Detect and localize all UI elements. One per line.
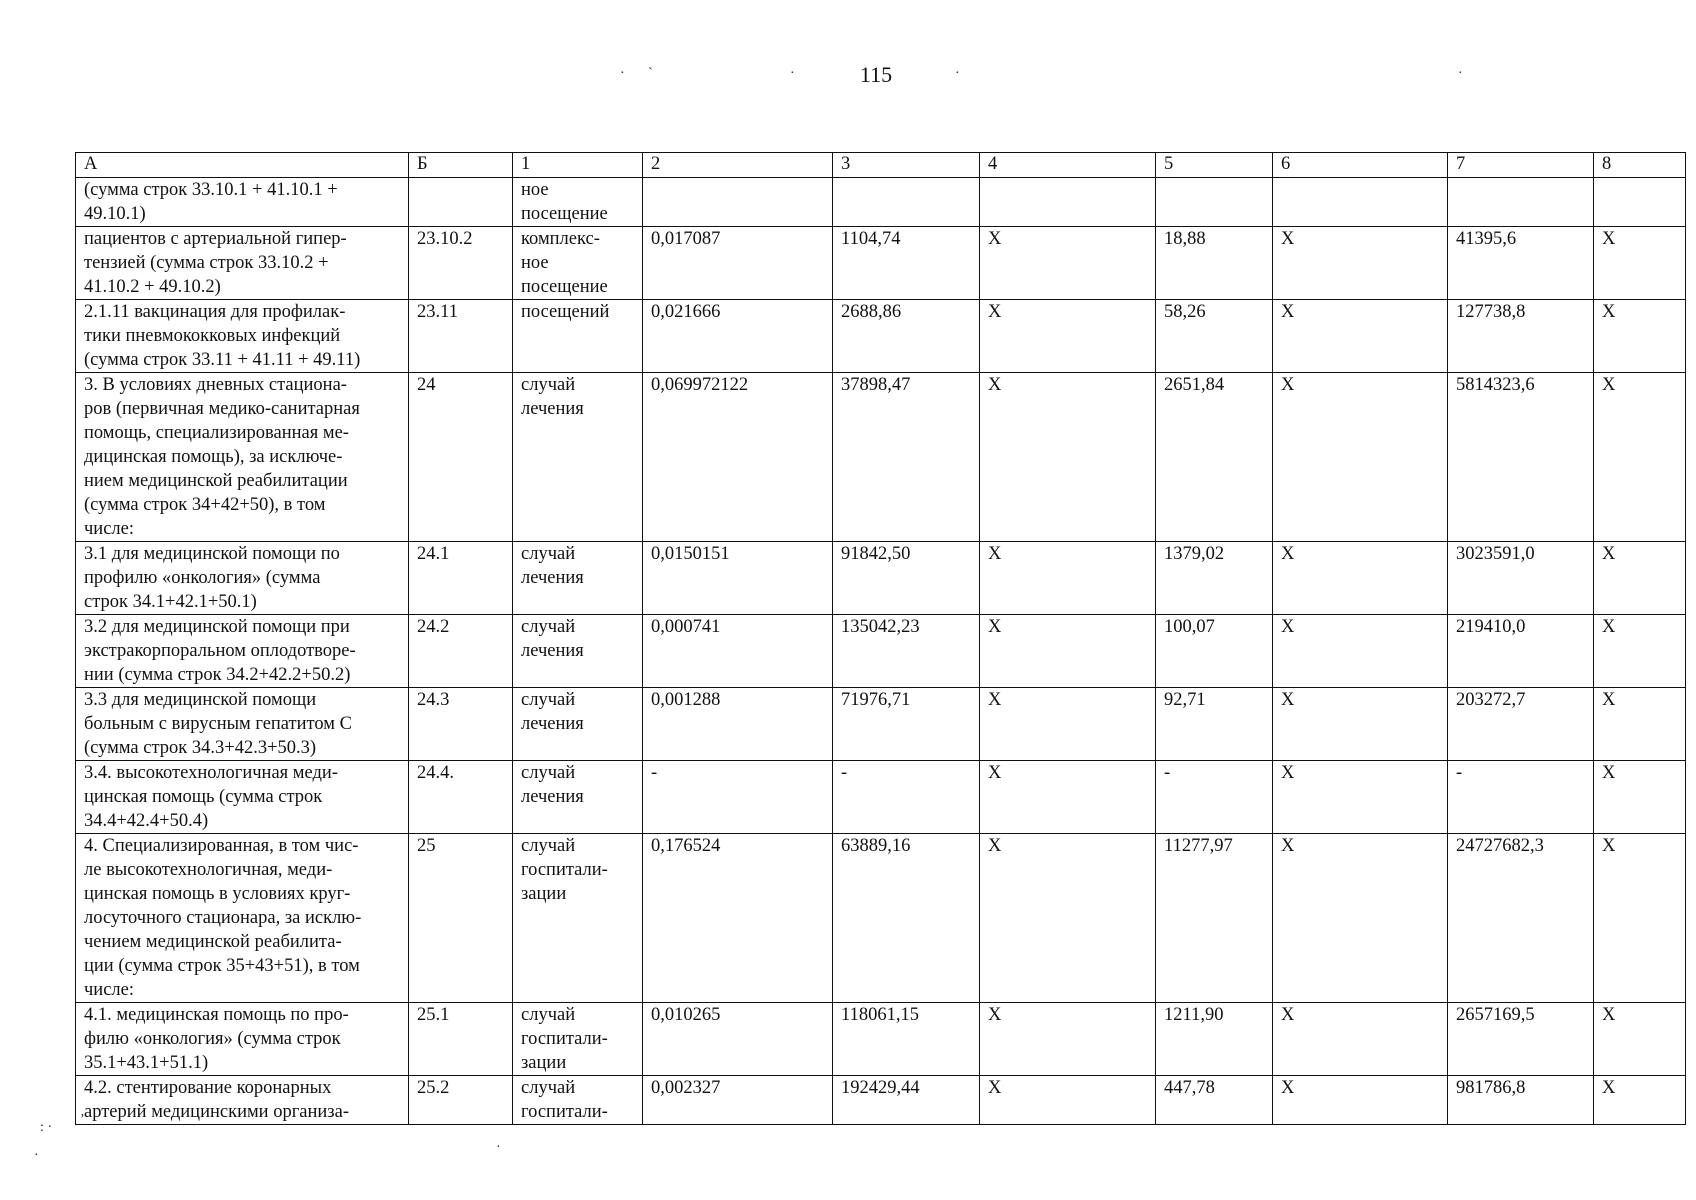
norm-cell: 0,021666 xyxy=(643,300,833,373)
col4-cell: Х xyxy=(980,300,1156,373)
header-cell-5: 5 xyxy=(1156,153,1273,178)
scan-speck: · xyxy=(955,66,960,81)
cost-cell: 192429,44 xyxy=(833,1076,980,1125)
col7-cell: 219410,0 xyxy=(1448,615,1594,688)
unit-cell: случай лечения xyxy=(513,373,643,542)
row-code-cell: 24.3 xyxy=(409,688,513,761)
row-label-cell: 3. В условиях дневных стациона- ров (первичная медико-санитарная помощь, специализированная ме- дицинская помощь), за исключе- нием медицинской реабилитации (сумма строк 34+42+50), в том числе: xyxy=(76,373,409,542)
scan-speck: · xyxy=(34,1148,39,1163)
col7-cell: 5814323,6 xyxy=(1448,373,1594,542)
col4-cell: Х xyxy=(980,688,1156,761)
row-code-cell: 24.4. xyxy=(409,761,513,834)
cost-cell: 118061,15 xyxy=(833,1003,980,1076)
header-cell-1: 1 xyxy=(513,153,643,178)
header-cell-8: 8 xyxy=(1594,153,1686,178)
row-code-cell: 25.2 xyxy=(409,1076,513,1125)
col4-cell: Х xyxy=(980,834,1156,1003)
row-label-cell: 3.4. высокотехнологичная меди- цинская помощь (сумма строк 34.4+42.4+50.4) xyxy=(76,761,409,834)
row-code-cell: 25 xyxy=(409,834,513,1003)
cost-cell: 63889,16 xyxy=(833,834,980,1003)
row-code-cell: 25.1 xyxy=(409,1003,513,1076)
header-cell-3: 3 xyxy=(833,153,980,178)
row-label-cell: 4. Специализированная, в том чис- ле высокотехнологичная, меди- цинская помощь в условиях круг- лосуточного стационара, за исклю- чением медицинской реабилита- ции (сумма строк 35+43+51), в том числе: xyxy=(76,834,409,1003)
col5-cell: 100,07 xyxy=(1156,615,1273,688)
col4-cell: Х xyxy=(980,1003,1156,1076)
col8-cell: Х xyxy=(1594,1076,1686,1125)
table-row xyxy=(76,615,1686,688)
col8-cell: Х xyxy=(1594,1003,1686,1076)
col8-cell: Х xyxy=(1594,761,1686,834)
col8-cell: Х xyxy=(1594,688,1686,761)
norm-cell: 0,176524 xyxy=(643,834,833,1003)
row-label-cell: 4.2. стентирование коронарных артерий медицинскими организа- xyxy=(76,1076,409,1125)
unit-cell: случай лечения xyxy=(513,688,643,761)
col7-cell: - xyxy=(1448,761,1594,834)
col6-cell: Х xyxy=(1273,300,1448,373)
unit-cell: случай лечения xyxy=(513,761,643,834)
table-row xyxy=(76,227,1686,300)
norm-cell xyxy=(643,178,833,227)
unit-cell: ное посещение xyxy=(513,178,643,227)
scan-speck: ʼ xyxy=(80,1112,85,1127)
cost-cell: 2688,86 xyxy=(833,300,980,373)
page-number: 115 xyxy=(859,62,893,87)
col6-cell: Х xyxy=(1273,1003,1448,1076)
header-cell-2: 2 xyxy=(643,153,833,178)
col5-cell xyxy=(1156,178,1273,227)
table-row xyxy=(76,542,1686,615)
col8-cell: Х xyxy=(1594,834,1686,1003)
unit-cell: случай госпитали- зации xyxy=(513,1003,643,1076)
row-label-cell: 4.1. медицинская помощь по про- филю «онкология» (сумма строк 35.1+43.1+51.1) xyxy=(76,1003,409,1076)
cost-cell: 1104,74 xyxy=(833,227,980,300)
col5-cell: 92,71 xyxy=(1156,688,1273,761)
col6-cell: Х xyxy=(1273,227,1448,300)
col7-cell: 127738,8 xyxy=(1448,300,1594,373)
row-code-cell xyxy=(409,178,513,227)
cost-cell: - xyxy=(833,761,980,834)
norm-cell: 0,002327 xyxy=(643,1076,833,1125)
col5-cell: 18,88 xyxy=(1156,227,1273,300)
unit-cell: случай госпитали- зации xyxy=(513,834,643,1003)
header-cell-b: Б xyxy=(409,153,513,178)
col5-cell: 1211,90 xyxy=(1156,1003,1273,1076)
row-code-cell: 24 xyxy=(409,373,513,542)
row-code-cell: 24.1 xyxy=(409,542,513,615)
table-row xyxy=(76,373,1686,542)
table-row xyxy=(76,1003,1686,1076)
scan-speck: · xyxy=(1458,66,1463,81)
row-label-cell: пациентов с артериальной гипер- тензией (сумма строк 33.10.2 + 41.10.2 + 49.10.2) xyxy=(76,227,409,300)
row-code-cell: 24.2 xyxy=(409,615,513,688)
col4-cell: Х xyxy=(980,227,1156,300)
col7-cell xyxy=(1448,178,1594,227)
header-cell-7: 7 xyxy=(1448,153,1594,178)
col6-cell: Х xyxy=(1273,834,1448,1003)
col6-cell: Х xyxy=(1273,373,1448,542)
norm-cell: - xyxy=(643,761,833,834)
norm-cell: 0,000741 xyxy=(643,615,833,688)
table-row xyxy=(76,761,1686,834)
cost-cell: 135042,23 xyxy=(833,615,980,688)
col4-cell: Х xyxy=(980,542,1156,615)
norm-cell: 0,0150151 xyxy=(643,542,833,615)
col4-cell: Х xyxy=(980,615,1156,688)
col6-cell: Х xyxy=(1273,615,1448,688)
col8-cell: Х xyxy=(1594,542,1686,615)
col7-cell: 41395,6 xyxy=(1448,227,1594,300)
unit-cell: случай госпитали- xyxy=(513,1076,643,1125)
header-cell-a: А xyxy=(76,153,409,178)
col7-cell: 24727682,3 xyxy=(1448,834,1594,1003)
col5-cell: 11277,97 xyxy=(1156,834,1273,1003)
row-label-cell: 3.2 для медицинской помощи при экстракорпоральном оплодотворе- нии (сумма строк 34.2+42.2+50.2) xyxy=(76,615,409,688)
col4-cell: Х xyxy=(980,761,1156,834)
col7-cell: 2657169,5 xyxy=(1448,1003,1594,1076)
col8-cell xyxy=(1594,178,1686,227)
norm-cell: 0,017087 xyxy=(643,227,833,300)
norm-cell: 0,010265 xyxy=(643,1003,833,1076)
col7-cell: 203272,7 xyxy=(1448,688,1594,761)
col8-cell: Х xyxy=(1594,615,1686,688)
row-label-cell: 3.1 для медицинской помощи по профилю «онкология» (сумма строк 34.1+42.1+50.1) xyxy=(76,542,409,615)
row-label-cell: 2.1.11 вакцинация для профилак- тики пневмококковых инфекций (сумма строк 33.11 + 41.11 + 49.11) xyxy=(76,300,409,373)
col5-cell: - xyxy=(1156,761,1273,834)
col4-cell: Х xyxy=(980,1076,1156,1125)
col6-cell xyxy=(1273,178,1448,227)
col4-cell xyxy=(980,178,1156,227)
col6-cell: Х xyxy=(1273,688,1448,761)
unit-cell: случай лечения xyxy=(513,542,643,615)
col8-cell: Х xyxy=(1594,300,1686,373)
scan-speck: : · xyxy=(40,1120,53,1135)
col4-cell: Х xyxy=(980,373,1156,542)
norm-cell: 0,001288 xyxy=(643,688,833,761)
scan-speck: ` xyxy=(648,66,653,81)
table-row xyxy=(76,834,1686,1003)
cost-cell: 37898,47 xyxy=(833,373,980,542)
header-cell-4: 4 xyxy=(980,153,1156,178)
scan-speck: · xyxy=(496,1140,501,1155)
row-label-cell: (сумма строк 33.10.1 + 41.10.1 + 49.10.1) xyxy=(76,178,409,227)
unit-cell: комплекс- ное посещение xyxy=(513,227,643,300)
row-code-cell: 23.10.2 xyxy=(409,227,513,300)
header-row xyxy=(76,153,1686,178)
unit-cell: случай лечения xyxy=(513,615,643,688)
cost-cell: 71976,71 xyxy=(833,688,980,761)
col8-cell: Х xyxy=(1594,373,1686,542)
col6-cell: Х xyxy=(1273,542,1448,615)
scan-speck: · xyxy=(790,66,795,81)
table-row xyxy=(76,1076,1686,1125)
cost-cell: 91842,50 xyxy=(833,542,980,615)
col6-cell: Х xyxy=(1273,1076,1448,1125)
norm-cell: 0,069972122 xyxy=(643,373,833,542)
unit-cell: посещений xyxy=(513,300,643,373)
col6-cell: Х xyxy=(1273,761,1448,834)
col8-cell: Х xyxy=(1594,227,1686,300)
table-row xyxy=(76,688,1686,761)
header-cell-6: 6 xyxy=(1273,153,1448,178)
table-row xyxy=(76,300,1686,373)
col7-cell: 3023591,0 xyxy=(1448,542,1594,615)
col5-cell: 447,78 xyxy=(1156,1076,1273,1125)
scan-speck: · xyxy=(620,66,625,81)
col5-cell: 58,26 xyxy=(1156,300,1273,373)
table-row xyxy=(76,178,1686,227)
col5-cell: 1379,02 xyxy=(1156,542,1273,615)
row-label-cell: 3.3 для медицинской помощи больным с вирусным гепатитом С (сумма строк 34.3+42.3+50.3) xyxy=(76,688,409,761)
data-table xyxy=(75,152,1686,1125)
col7-cell: 981786,8 xyxy=(1448,1076,1594,1125)
cost-cell xyxy=(833,178,980,227)
col5-cell: 2651,84 xyxy=(1156,373,1273,542)
row-code-cell: 23.11 xyxy=(409,300,513,373)
